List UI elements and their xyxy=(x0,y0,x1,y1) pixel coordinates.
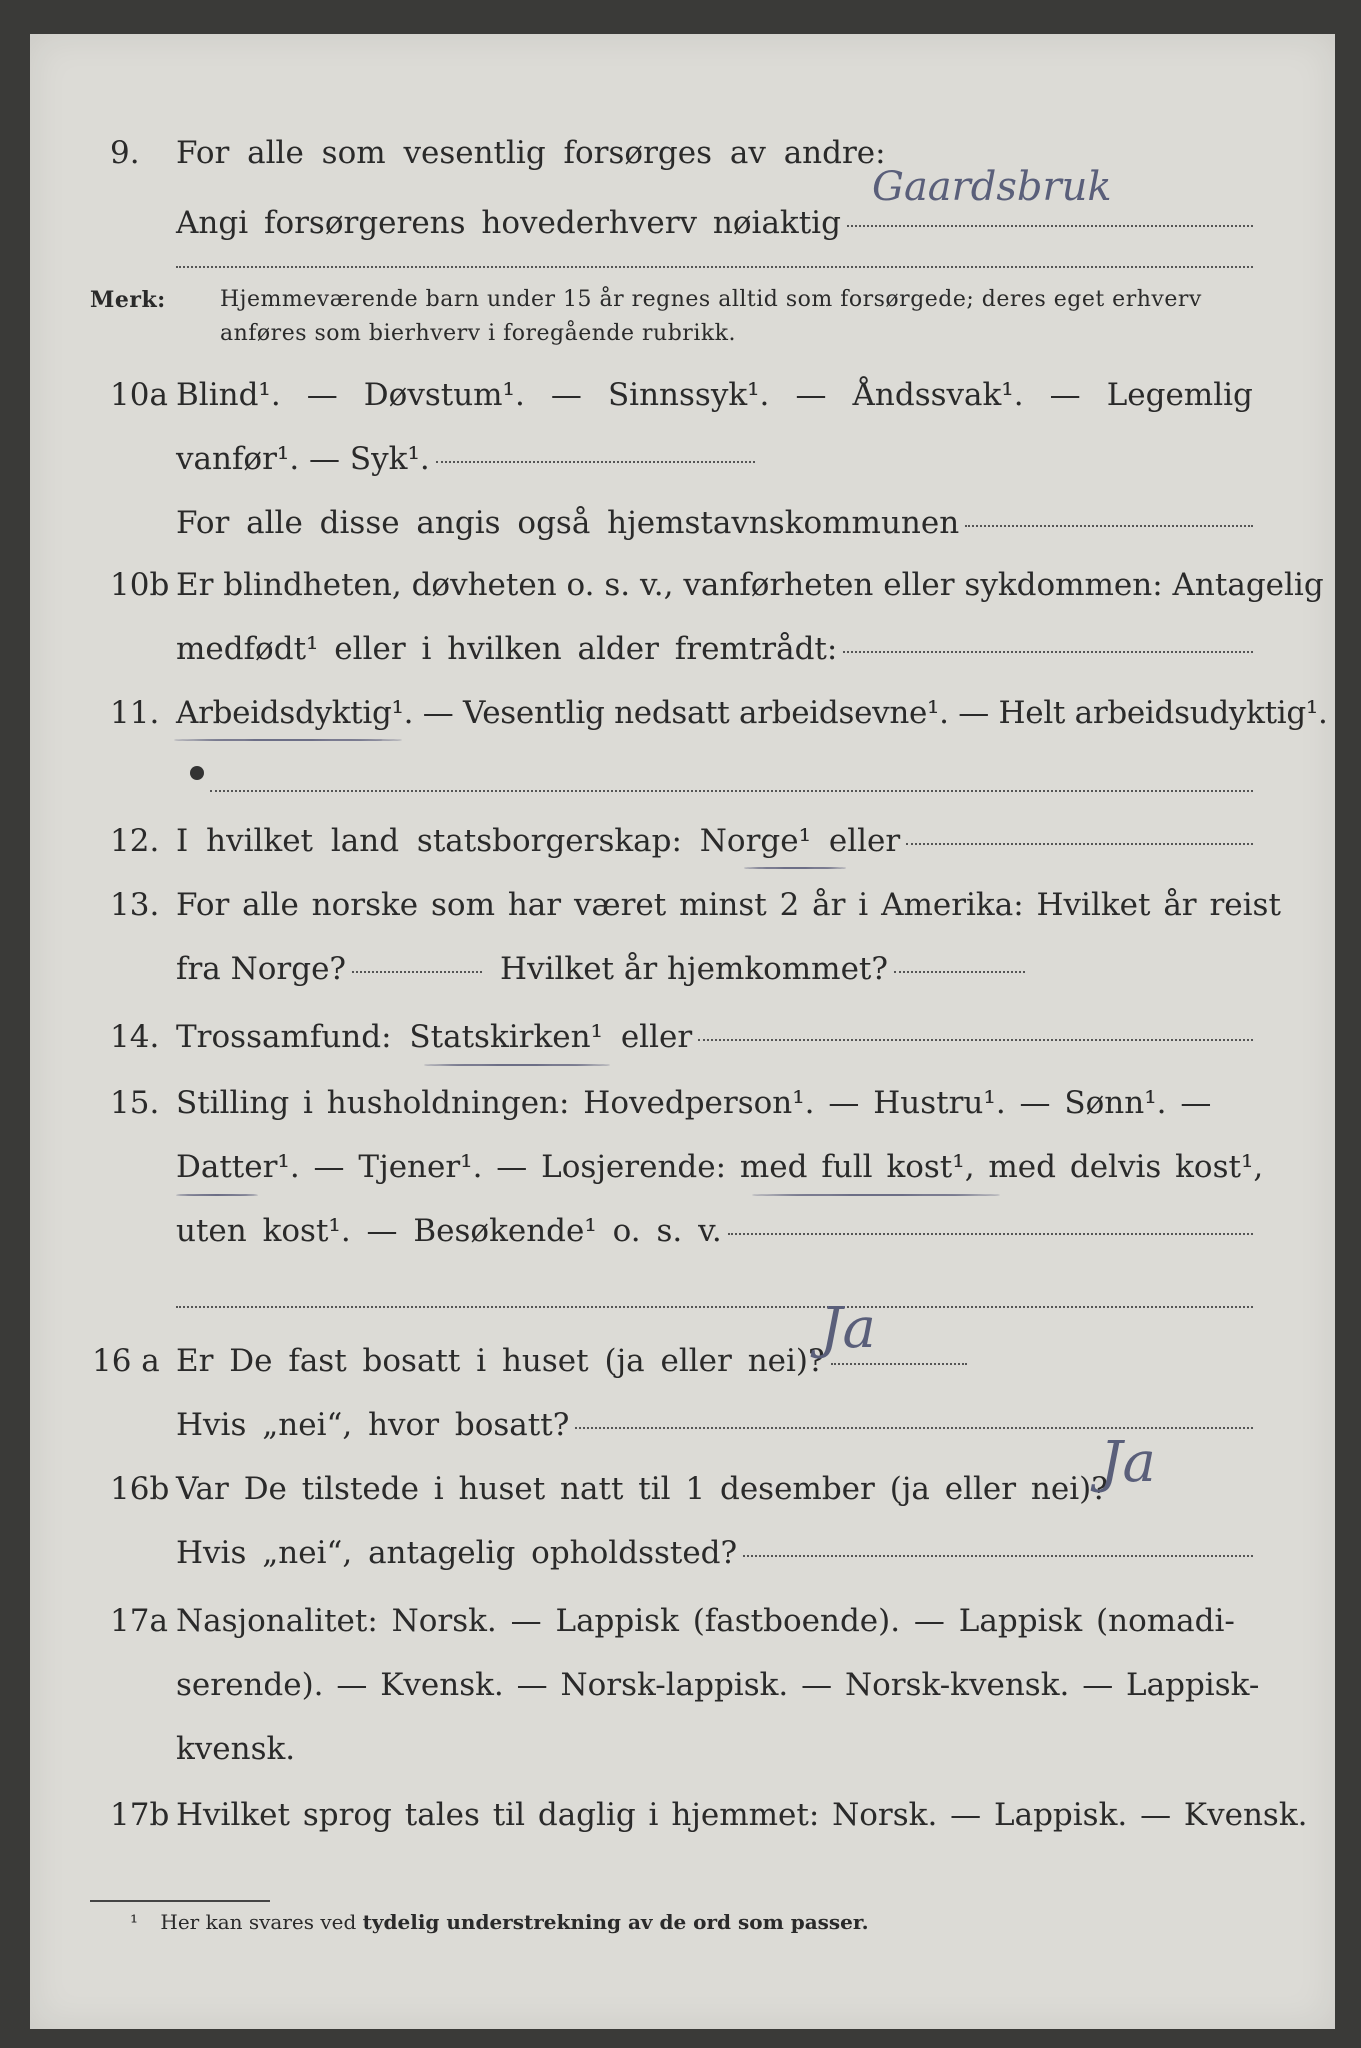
merk-line-2: anføres som bierhverv i foregående rubrikk. xyxy=(220,321,737,346)
q11-line-1: Arbeidsdyktig¹. — Vesentlig nedsatt arbeidsevne¹. — Helt arbeidsudyktig¹. xyxy=(176,695,1328,731)
q16b-row-2 xyxy=(30,1528,1335,1578)
q16b-handwritten-answer: Ja xyxy=(1100,1430,1156,1495)
ink-dot xyxy=(190,766,204,780)
q15-row-2 xyxy=(30,1142,1335,1192)
q17a-line-1: Nasjonalitet: Norsk. — Lappisk (fastboende). — Lappisk (nomadi- xyxy=(176,1603,1235,1639)
q12-underline-norge xyxy=(744,867,846,869)
dash: — xyxy=(550,377,582,413)
footnote-mark: ¹ xyxy=(130,1910,139,1934)
form-sheet xyxy=(30,34,1335,2029)
q12-row xyxy=(30,816,1335,866)
q11-row-1 xyxy=(30,688,1335,738)
q15-row-3 xyxy=(30,1206,1335,1256)
q16a-bosatt-line[interactable] xyxy=(575,1427,1253,1429)
q11-extra-line[interactable] xyxy=(210,790,1253,792)
q9-extra-line[interactable] xyxy=(176,266,1253,268)
q15-extra-line[interactable] xyxy=(176,1306,1253,1308)
q15-line-2: Datter¹. — Tjener¹. — Losjerende: med full kost¹, med delvis kost¹, xyxy=(176,1149,1264,1185)
q14-text: Trossamfund: Statskirken¹ eller xyxy=(176,1019,693,1055)
option-legemlig[interactable]: Legemlig xyxy=(1106,377,1253,413)
q16a-line-2: Hvis „nei“, hvor bosatt? xyxy=(176,1407,570,1443)
q17a-row-1 xyxy=(30,1596,1335,1646)
q10a-row-2 xyxy=(30,434,1335,484)
q13-hjemkommet-line[interactable] xyxy=(894,971,1025,973)
q16b-opholdssted-line[interactable] xyxy=(743,1555,1253,1557)
dash: — xyxy=(795,377,827,413)
q17b-number: 17b xyxy=(110,1797,170,1833)
q9-handwritten-answer: Gaardsbruk xyxy=(872,164,1112,210)
q13-reist-line[interactable] xyxy=(352,971,482,973)
q13-line-2a: fra Norge? xyxy=(176,951,347,987)
q9-row-2 xyxy=(30,198,1335,248)
option-dovstum[interactable]: Døvstum¹. xyxy=(363,377,525,413)
q13-number: 13. xyxy=(110,887,160,923)
footnote-plain: Her kan svares ved xyxy=(160,1910,357,1934)
q15-number: 15. xyxy=(110,1085,160,1121)
merk-label: Merk: xyxy=(90,287,166,313)
q14-answer-line[interactable] xyxy=(698,1039,1253,1041)
q14-underline-statskirken xyxy=(424,1064,610,1066)
q15-line-3: uten kost¹. — Besøkende¹ o. s. v. xyxy=(176,1213,722,1249)
q16a-number: 16 a xyxy=(92,1343,160,1379)
option-andssvak[interactable]: Åndssvak¹. xyxy=(852,377,1024,413)
q16b-line-2: Hvis „nei“, antagelig opholdssted? xyxy=(176,1535,738,1571)
q10a-line-2: vanfør¹. — Syk¹. xyxy=(176,441,430,477)
q9-row-1 xyxy=(30,128,1335,178)
q15-underline-full-kost xyxy=(752,1194,1000,1196)
footnote-bold: tydelig understrekning av de ord som passer. xyxy=(362,1910,869,1934)
footnote xyxy=(130,1910,869,1934)
q16a-handwritten-answer: Ja xyxy=(820,1296,876,1361)
q15-line-1: Stilling i husholdningen: Hovedperson¹. — Hustru¹. — Sønn¹. — xyxy=(176,1085,1212,1121)
q9-number: 9. xyxy=(110,135,140,171)
q10b-row-2 xyxy=(30,624,1335,674)
q10a-row-1 xyxy=(30,370,1335,420)
q10a-number: 10a xyxy=(110,377,168,413)
q13-row-1 xyxy=(30,880,1335,930)
q10a-line-3: For alle disse angis også hjemstavnskommunen xyxy=(176,505,960,541)
q15-answer-line[interactable] xyxy=(728,1233,1253,1235)
q17a-line-2: serende). — Kvensk. — Norsk-lappisk. — Norsk-kvensk. — Lappisk- xyxy=(176,1667,1260,1703)
q10b-number: 10b xyxy=(110,567,170,603)
q9-line-2: Angi forsørgerens hovederhverv nøiaktig xyxy=(176,205,841,241)
q17a-number: 17a xyxy=(110,1603,168,1639)
q10b-answer-line[interactable] xyxy=(843,651,1253,653)
q14-number: 14. xyxy=(110,1019,160,1055)
q17a-row-2 xyxy=(30,1660,1335,1710)
q16b-line-1: Var De tilstede i huset natt til 1 desember (ja eller nei)? xyxy=(176,1471,1108,1507)
q13-row-2 xyxy=(30,944,1335,994)
q10b-line-2: medfødt¹ eller i hvilken alder fremtrådt: xyxy=(176,631,838,667)
q10a-line-1 xyxy=(176,370,1253,420)
q9-line-1: For alle som vesentlig forsørges av andre: xyxy=(176,135,886,171)
q10a-syk-line[interactable] xyxy=(436,461,755,463)
q13-line-1: For alle norske som har været minst 2 år i Amerika: Hvilket år reist xyxy=(176,887,1281,923)
q17a-row-3 xyxy=(30,1724,1335,1774)
q10b-row-1 xyxy=(30,560,1335,610)
q12-text: I hvilket land statsborgerskap: Norge¹ eller xyxy=(176,823,901,859)
q17a-line-3: kvensk. xyxy=(176,1731,296,1767)
merk-line-1: Hjemmeværende barn under 15 år regnes alltid som forsørgede; deres eget erhverv xyxy=(220,287,1202,312)
q14-row xyxy=(30,1012,1335,1062)
q9-answer-line[interactable] xyxy=(847,225,1253,227)
q10a-row-3 xyxy=(30,498,1335,548)
q12-number: 12. xyxy=(110,823,160,859)
q12-answer-line[interactable] xyxy=(906,843,1253,845)
dash: — xyxy=(1049,377,1081,413)
q10b-line-1: Er blindheten, døvheten o. s. v., vanførheten eller sykdommen: Antagelig xyxy=(176,567,1324,603)
q10a-hjemstavn-line[interactable] xyxy=(965,525,1253,527)
q11-number: 11. xyxy=(110,695,160,731)
q16a-answer-line[interactable] xyxy=(831,1363,967,1365)
q15-underline-datter xyxy=(176,1194,258,1196)
dash: — xyxy=(306,377,338,413)
option-blind[interactable]: Blind¹. xyxy=(176,377,281,413)
q17b-row-1 xyxy=(30,1790,1335,1840)
q16a-line-1: Er De fast bosatt i huset (ja eller nei)? xyxy=(176,1343,825,1379)
q17b-line-1: Hvilket sprog tales til daglig i hjemmet: Norsk. — Lappisk. — Kvensk. xyxy=(176,1797,1308,1833)
option-sinnssyk[interactable]: Sinnssyk¹. xyxy=(607,377,770,413)
q11-underline-mark xyxy=(174,739,402,741)
q13-line-2b: Hvilket år hjemkommet? xyxy=(500,951,889,987)
q16a-row-1 xyxy=(30,1336,1335,1386)
q16b-number: 16b xyxy=(110,1471,170,1507)
footnote-rule xyxy=(90,1900,270,1902)
q15-row-1 xyxy=(30,1078,1335,1128)
